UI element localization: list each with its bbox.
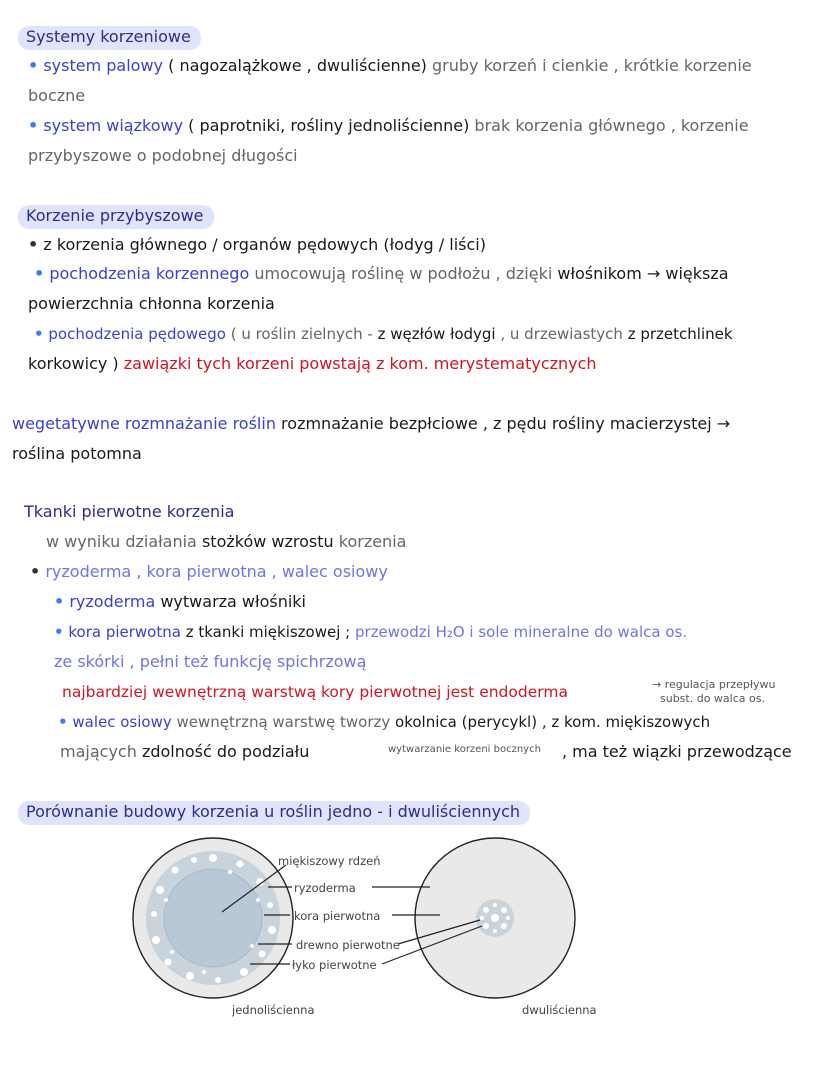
okolnica: okolnica (perycykl) [395, 713, 538, 731]
desc-walec-b: , z kom. miękiszowych [541, 713, 711, 731]
arrow-wieksza: → większa [646, 264, 729, 283]
desc-walec-2: mających [60, 742, 137, 761]
term-walec: walec osiowy [72, 713, 172, 731]
endoderma-note1: → regulacja przepływu [652, 678, 776, 691]
section2-title: Korzenie przybyszowe [18, 205, 214, 229]
bullet-icon: • [58, 713, 68, 731]
desc-wegetatywne: rozmnażanie bezpłciowe , z pędu rośliny macierzystej → [281, 414, 731, 433]
desc-kora: z tkanki miękiszowej ; [185, 623, 351, 641]
walec-end: , ma też wiązki przewodzące [562, 742, 792, 761]
term-system-palowy: system palowy [43, 56, 164, 75]
z-przetchlinek: z przetchlinek [627, 325, 733, 343]
endoderma-red: najbardziej wewnętrzną warstwą kory pierwotnej jest endoderma [62, 683, 568, 701]
section1-title: Systemy korzeniowe [18, 26, 201, 50]
paren-wiazkowy: ( paprotniki, rośliny jednoliścienne) [188, 116, 470, 135]
term-system-wiazkowy: system wiązkowy [43, 116, 184, 135]
intro-b: stożków wzrostu [201, 532, 334, 551]
desc-wiazkowy: brak korzenia głównego , korzenie [474, 116, 749, 135]
zdolnosc: zdolność do podziału [141, 742, 310, 761]
term-ryzoderma: ryzoderma [69, 592, 156, 611]
desc-wiazkowy-2: przybyszowe o podobnej długości [28, 146, 298, 165]
bullet-icon: • [28, 116, 39, 135]
term-pochodzenia-korzennego: pochodzenia korzennego [49, 264, 250, 283]
tissue-list: ryzoderma , kora pierwotna , walec osiowy [45, 562, 388, 581]
bullet-icon: • [54, 623, 64, 641]
label-drewno: drewno pierwotne [296, 938, 400, 952]
bullet-icon: • [34, 325, 44, 343]
term-kora: kora pierwotna [68, 623, 181, 641]
desc-kora-blue-2: ze skórki , pełni też funkcję spichrzową [54, 652, 367, 671]
term-wegetatywne: wegetatywne rozmnażanie roślin [12, 414, 276, 433]
bullet-icon: • [30, 562, 41, 581]
desc-palowy-2: boczne [28, 86, 86, 105]
z-wezlow-lodygi: z węzłów łodygi [377, 325, 496, 343]
caption-jednoliscienna: jednoliścienna [232, 1003, 315, 1017]
term-pochodzenia-pedowego: pochodzenia pędowego [48, 325, 226, 343]
wlosnikom: włośnikom [557, 264, 642, 283]
desc-pedowego: ( u roślin zielnych - [230, 325, 373, 343]
bullet-icon: • [28, 235, 39, 254]
korkowicy: korkowicy ) [28, 354, 119, 373]
desc-kora-blue: przewodzi H₂O i sole mineralne do walca os. [355, 623, 688, 641]
label-rdzen: miękiszowy rdzeń [278, 854, 381, 868]
bullet-icon: • [34, 264, 45, 283]
section4-title: Tkanki pierwotne korzenia [24, 502, 235, 521]
walec-note: wytwarzanie korzeni bocznych [388, 744, 541, 755]
label-ryzoderma: ryzoderma [294, 881, 356, 895]
section2-b1-text: z korzenia głównego / organów pędowych (łodyg / liści) [43, 235, 486, 254]
desc-korzennego-2: powierzchnia chłonna korzenia [28, 294, 275, 313]
desc-palowy: gruby korzeń i cienkie , krótkie korzenie [432, 56, 752, 75]
desc-wegetatywne-2: roślina potomna [12, 444, 142, 463]
bullet-icon: • [28, 56, 39, 75]
bullet-icon: • [54, 592, 65, 611]
paren-palowy: ( nagozalążkowe , dwuliścienne) [168, 56, 427, 75]
desc-ryzoderma: wytwarza włośniki [160, 592, 306, 611]
label-kora: kora pierwotna [294, 909, 381, 923]
intro-c: korzenia [338, 532, 407, 551]
desc-korzennego: umocowują roślinę w podłożu , dzięki [254, 264, 553, 283]
section5-title: Porównanie budowy korzenia u roślin jedno - i dwuliściennych [18, 801, 530, 825]
monocot-rdzen [164, 869, 262, 967]
desc-pedowego-b: , u drzewiastych [500, 325, 623, 343]
intro-a: w wyniku działania [46, 532, 197, 551]
caption-dwuliscienna: dwuliścienna [522, 1003, 597, 1017]
zawiazki-red: zawiązki tych korzeni powstają z kom. merystematycznych [123, 354, 597, 373]
endoderma-note2: subst. do walca os. [660, 692, 765, 705]
desc-walec: wewnętrzną warstwę tworzy [176, 713, 391, 731]
label-lyko: łyko pierwotne [292, 958, 377, 972]
